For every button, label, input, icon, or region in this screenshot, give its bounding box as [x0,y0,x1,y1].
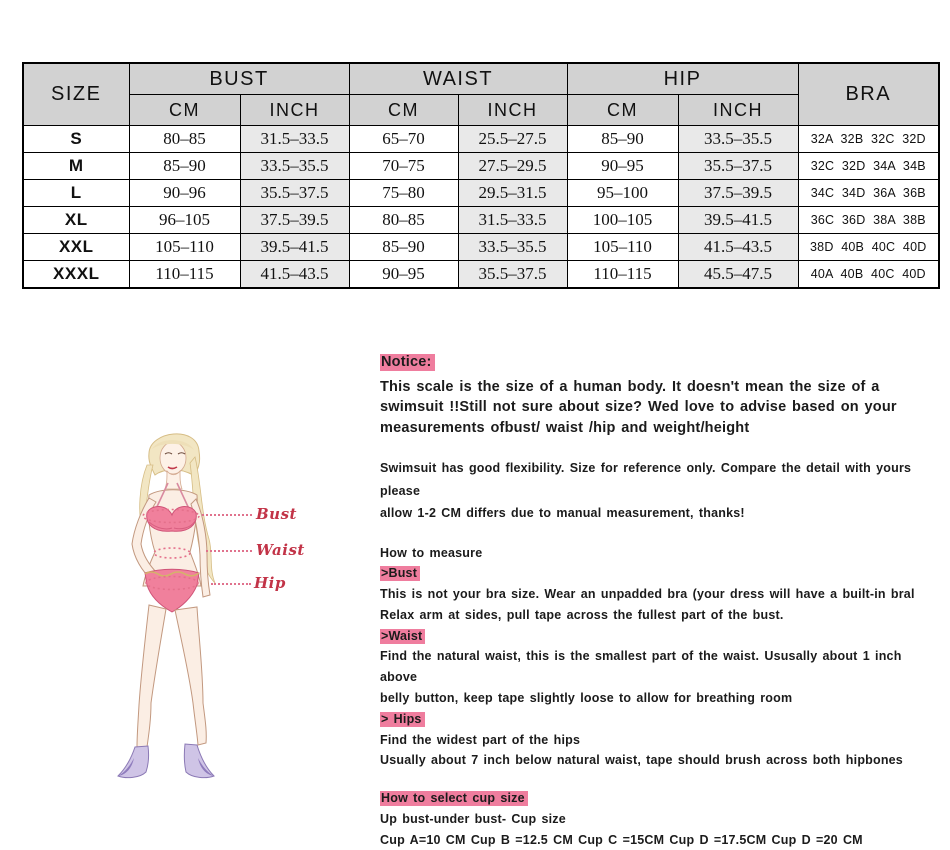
size-row-l [23,180,939,207]
notice-line: This scale is the size of a human body. It doesn't mean the size of a [380,378,880,395]
cup-size-line: Cup A=10 CM Cup B =12.5 CM Cup C =15CM Cup D =17.5CM Cup D =20 CM [380,832,863,847]
waist-callout-line [206,550,252,552]
header-hip-cm: CM [567,95,678,126]
cell-waist-cm: 85–90 [349,234,458,261]
hip-label: Hip [254,574,286,592]
waist-instruction-line: Find the natural waist, this is the smallest part of the waist. Ususally about 1 inch above [380,649,902,685]
cell-waist-inch: 35.5–37.5 [458,261,567,288]
cell-size: M [23,153,129,180]
hips-heading-highlight: > Hips [380,712,425,727]
size-chart-table [22,62,940,289]
hips-instruction-line: Find the widest part of the hips [380,732,581,747]
notice-heading [380,352,932,373]
cell-waist-inch: 31.5–33.5 [458,207,567,234]
cell-hip-inch: 41.5–43.5 [678,234,798,261]
sizing-notes [380,352,932,850]
bust-section-heading [380,563,932,584]
cell-bust-inch: 41.5–43.5 [240,261,349,288]
waist-label: Waist [256,541,305,559]
flexibility-line: Swimsuit has good flexibility. Size for reference only. Compare the detail with yours please [380,461,912,498]
header-bust-cm: CM [129,95,240,126]
header-bra: BRA [798,63,939,126]
cup-heading-highlight: How to select cup size [380,791,528,806]
header-bust-inch: INCH [240,95,349,126]
cell-waist-cm: 80–85 [349,207,458,234]
cell-bust-cm: 105–110 [129,234,240,261]
cell-waist-inch: 25.5–27.5 [458,126,567,153]
cell-waist-cm: 70–75 [349,153,458,180]
cup-size-line: Up bust-under bust- Cup size [380,812,566,827]
cell-hip-inch: 35.5–37.5 [678,153,798,180]
waist-instruction-line: belly button, keep tape slightly loose to allow for breathing room [380,691,793,706]
cell-hip-cm: 105–110 [567,234,678,261]
cell-hip-cm: 110–115 [567,261,678,288]
cell-bra: 34C 34D 36A 36B [798,180,939,207]
notice-line: measurements ofbust/ waist /hip and weight/height [380,419,750,436]
cell-size: XXL [23,234,129,261]
cell-hip-inch: 39.5–41.5 [678,207,798,234]
cell-waist-cm: 90–95 [349,261,458,288]
cell-hip-cm: 100–105 [567,207,678,234]
header-waist: WAIST [349,63,567,95]
size-row-s [23,126,939,153]
cell-bust-inch: 39.5–41.5 [240,234,349,261]
cell-hip-inch: 37.5–39.5 [678,180,798,207]
cell-bra: 32C 32D 34A 34B [798,153,939,180]
cell-bust-cm: 90–96 [129,180,240,207]
cell-hip-inch: 45.5–47.5 [678,261,798,288]
flexibility-line: allow 1-2 CM differs due to manual measurement, thanks! [380,506,745,520]
cell-bust-cm: 110–115 [129,261,240,288]
bust-label: Bust [256,505,297,523]
header-waist-cm: CM [349,95,458,126]
cell-size: L [23,180,129,207]
cell-hip-cm: 90–95 [567,153,678,180]
how-to-measure-heading: How to measure [380,545,483,560]
cell-bra: 32A 32B 32C 32D [798,126,939,153]
header-waist-inch: INCH [458,95,567,126]
cell-waist-inch: 33.5–35.5 [458,234,567,261]
cell-hip-inch: 33.5–35.5 [678,126,798,153]
hips-instruction-line: Usually about 7 inch below natural waist, tape should brush across both hipbones [380,753,903,768]
notice-heading-highlight: Notice: [380,354,435,371]
waist-section-heading [380,626,932,647]
cell-size: XXXL [23,261,129,288]
cell-bust-cm: 80–85 [129,126,240,153]
header-size: SIZE [23,63,129,126]
cell-bust-cm: 85–90 [129,153,240,180]
header-hip: HIP [567,63,798,95]
cell-bust-inch: 37.5–39.5 [240,207,349,234]
cell-bust-inch: 35.5–37.5 [240,180,349,207]
size-row-m [23,153,939,180]
table-header-row-1 [23,63,939,95]
cell-bust-inch: 31.5–33.5 [240,126,349,153]
cell-waist-cm: 75–80 [349,180,458,207]
cup-size-heading [380,788,932,809]
cell-bra: 40A 40B 40C 40D [798,261,939,288]
waist-heading-highlight: >Waist [380,629,425,644]
cell-bust-cm: 96–105 [129,207,240,234]
cell-hip-cm: 95–100 [567,180,678,207]
cell-size: S [23,126,129,153]
hip-callout-line [211,583,251,585]
cell-waist-cm: 65–70 [349,126,458,153]
size-row-xxxl [23,261,939,288]
notice-line: swimsuit !!Still not sure about size? Wed love to advise based on your [380,399,897,415]
size-row-xxl [23,234,939,261]
hips-section-heading [380,709,932,730]
body-sketch-illustration [105,425,305,800]
cell-bust-inch: 33.5–35.5 [240,153,349,180]
cell-bra: 38D 40B 40C 40D [798,234,939,261]
bust-callout-line [202,514,252,516]
cell-waist-inch: 27.5–29.5 [458,153,567,180]
cell-size: XL [23,207,129,234]
header-bust: BUST [129,63,349,95]
header-hip-inch: INCH [678,95,798,126]
bust-instruction-line: Relax arm at sides, pull tape across the fullest part of the bust. [380,607,784,622]
cell-waist-inch: 29.5–31.5 [458,180,567,207]
bust-heading-highlight: >Bust [380,566,420,581]
size-row-xl [23,207,939,234]
cell-hip-cm: 85–90 [567,126,678,153]
cell-bra: 36C 36D 38A 38B [798,207,939,234]
bust-instruction-line: This is not your bra size. Wear an unpadded bra (your dress will have a built-in bral [380,587,915,602]
